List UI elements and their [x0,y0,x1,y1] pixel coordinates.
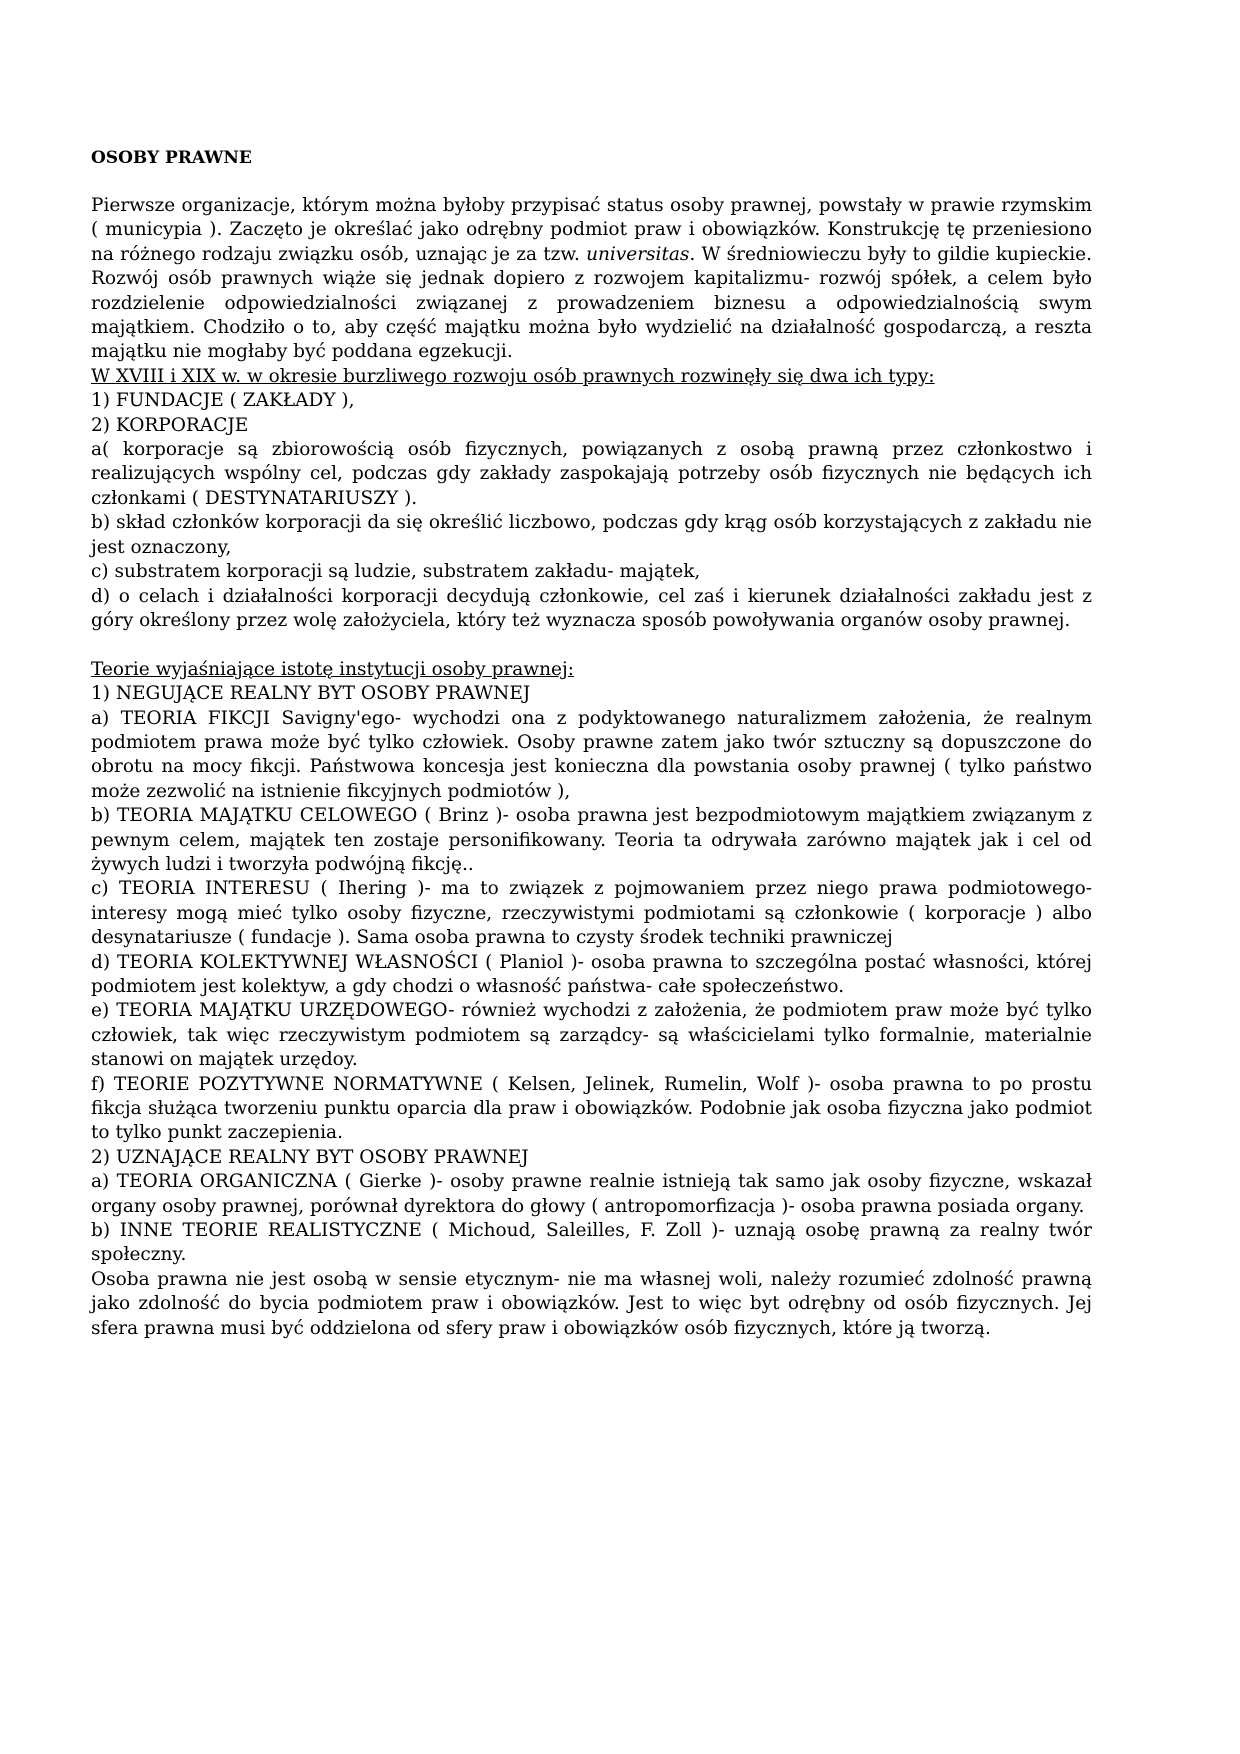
theory-collective-ownership: d) TEORIA KOLEKTYWNEJ WŁASNOŚCI ( Planiol )- osoba prawna to szczególna postać własności, której podmiotem jest kolektyw, a gdy chodzi o własność państwa- całe społeczeństwo. [91,951,1092,997]
theory-normative: f) TEORIE POZYTYWNE NORMATYWNE ( Kelsen, Jelinek, Rumelin, Wolf )- osoba prawna to po prostu fikcja służąca tworzeniu punktu oparcia dla praw i obowiązków. Podobnie jak osoba fizyczna jako podmiot to tylko punkt zaczepienia. [91,1073,1092,1144]
type-item-1: 1) FUNDACJE ( ZAKŁADY ), [91,390,355,412]
intro-paragraph [91,194,1092,365]
difference-d: d) o celach i działalności korporacji decydują członkowie, cel zaś i kierunek działalności zakładu jest z góry określony przez wolę założyciela, który też wyznacza sposób powoływania organów osoby prawnej. [91,585,1092,631]
conclusion-paragraph: Osoba prawna nie jest osobą w sensie etycznym- nie ma własnej woli, należy rozumieć zdolność prawną jako zdolność do bycia podmiotem praw i obowiązków. Jest to więc byt odrębny od osób fizycznych. Jej sfera prawna musi być oddzielona od sfery praw i obowiązków osób fizycznych, które ją tworzą. [91,1268,1092,1339]
intro-text-2: . W średniowieczu były to gildie kupieckie. Rozwój osób prawnych wiąże się jednak dopiero z rozwojem kapitalizmu- rozwój spółek, a celem było rozdzielenie odpowiedzialności związanej z prowadzeniem biznesu a odpowiedzialnością swym majątkiem. Chodziło o to, aby część majątku można było wydzielić na działalność gospodarczą, a reszta majątku nie mogłaby być poddana egzekucji. [91,243,1092,363]
difference-b: b) skład członków korporacji da się określić liczbowo, podczas gdy krąg osób korzystających z zakładu nie jest oznaczony, [91,512,1092,558]
document-title: OSOBY PRAWNE [91,148,252,168]
theories-heading: Teorie wyjaśniające istotę instytucji osoby prawnej: [91,658,574,680]
types-heading: W XVIII i XIX w. w okresie burzliwego rozwoju osób prawnych rozwinęły się dwa ich typy: [91,365,935,387]
intro-text-1: Pierwsze organizacje, którym można byłoby przypisać status osoby prawnej, powstały w prawie rzymskim ( municypia ). Zaczęto je określać jako odrębny podmiot praw i obowiązków. Konstrukcję tę przeniesiono na różnego rodzaju związku osób, uznając je za tzw. [91,195,1092,265]
theory-purpose-property: b) TEORIA MAJĄTKU CELOWEGO ( Brinz )- osoba prawna jest bezpodmiotowym majątkiem związanym z pewnym celem, majątek ten zostaje personifikowany. Teoria ta odrywała zarówno majątek jak i cel od żywych ludzi i tworzyła podwójną fikcję.. [91,805,1092,875]
spacer [91,170,1092,194]
difference-c: c) substratem korporacji są ludzie, substratem zakładu- majątek, [91,561,701,583]
theory-official-property: e) TEORIA MAJĄTKU URZĘDOWEGO- również wychodzi z założenia, że podmiotem praw może być tylko człowiek, tak więc rzeczywistym podmiotem są zarządcy- są właścicielami tylko formalnie, materialnie stanowi on majątek urzędoy. [91,1000,1092,1071]
spacer [91,633,1092,657]
theory-organic: a) TEORIA ORGANICZNA ( Gierke )- osoby prawne realnie istnieją tak samo jak osoby fizyczne, wskazał organy osoby prawnej, porównał dyrektora do głowy ( antropomorfizacja )- osoba prawna posiada organy. [91,1171,1092,1217]
theory-fiction: a) TEORIA FIKCJI Savigny'ego- wychodzi ona z podyktowanego naturalizmem założenia, że realnym podmiotem prawa może być tylko człowiek. Osoby prawne zatem jako twór sztuczny są dopuszczone do obrotu na mocy fikcji. Państwowa koncesja jest konieczna dla powstania osoby prawnej ( tylko państwo może zezwolić na istnienie fikcyjnych podmiotów ), [91,707,1092,802]
difference-a: a( korporacje są zbiorowością osób fizycznych, powiązanych z osobą prawną przez członkostwo i realizujących wspólny cel, podczas gdy zakłady zaspokajają potrzeby osób fizycznych nie będących ich członkami ( DESTYNATARIUSZY ). [91,439,1092,509]
theory-interest: c) TEORIA INTERESU ( Ihering )- ma to związek z pojmowaniem przez niego prawa podmiotowego- interesy mogą mieć tylko osoby fizyczne, rzeczywistymi podmiotami są członkowie ( korporacje ) albo desynatariusze ( fundacje ). Sama osoba prawna to czysty środek techniki prawniczej [91,878,1092,949]
type-item-2: 2) KORPORACJE [91,414,249,436]
negating-heading: 1) NEGUJĄCE REALNY BYT OSOBY PRAWNEJ [91,683,531,705]
intro-italic-term: universitas [586,243,690,265]
document-page [91,146,1092,1341]
recognizing-heading: 2) UZNAJĄCE REALNY BYT OSOBY PRAWNEJ [91,1146,529,1168]
theory-realistic: b) INNE TEORIE REALISTYCZNE ( Michoud, Saleilles, F. Zoll )- uznają osobę prawną za realny twór społeczny. [91,1220,1092,1266]
